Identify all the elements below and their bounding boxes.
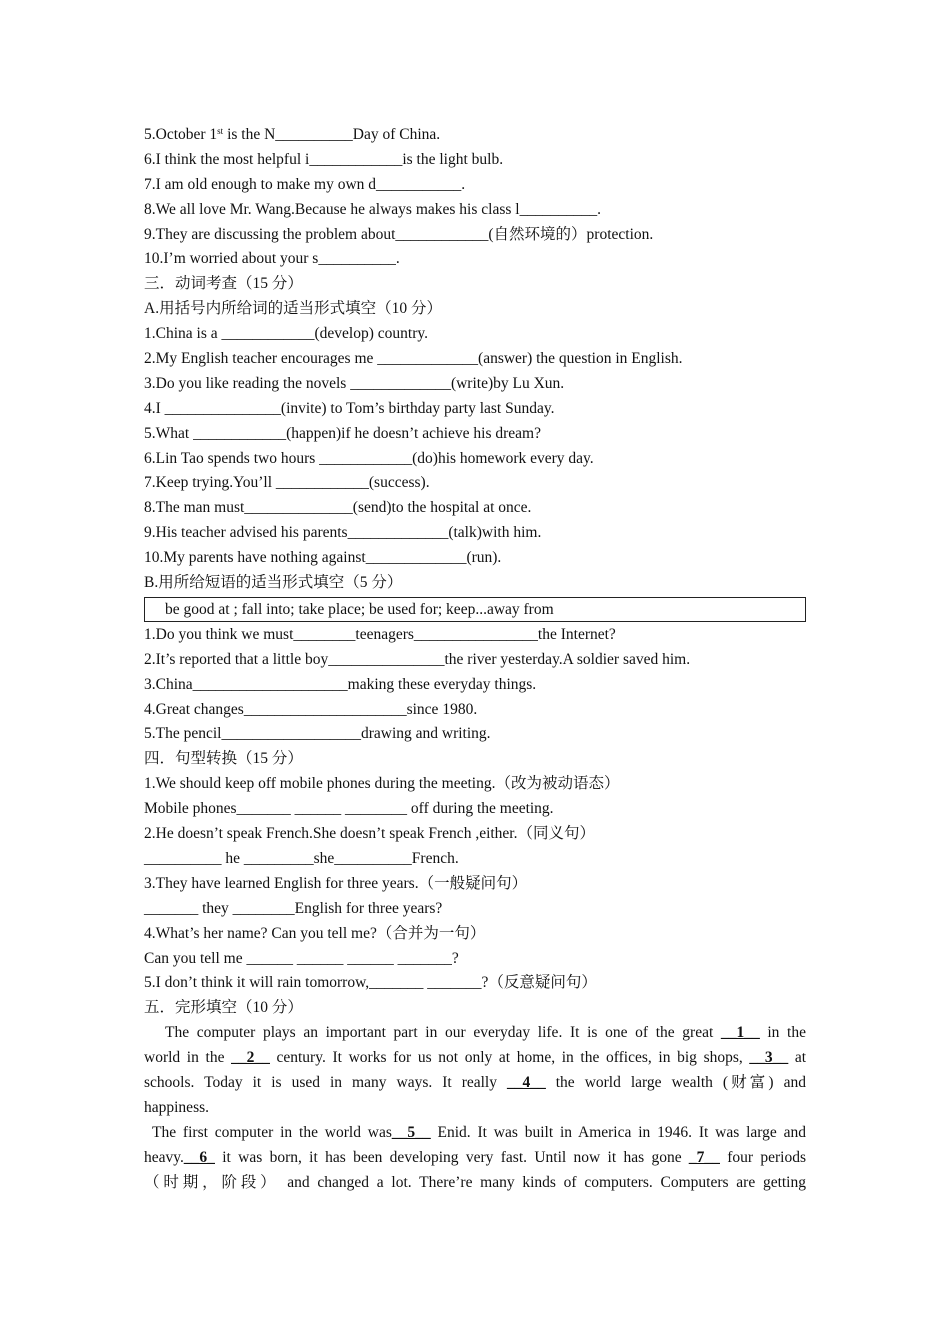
cloze-blank: _7__ <box>688 1148 720 1166</box>
question-line: 4.I _______________(invite) to Tom’s birthday party last Sunday. <box>144 399 555 417</box>
cloze-blank: __6_ <box>183 1148 215 1166</box>
question-line: 9.They are discussing the problem about____________(自然环境的）protection. <box>144 225 654 243</box>
answer-line: Can you tell me ______ ______ ______ _______? <box>144 949 459 967</box>
part-title: B.用所给短语的适当形式填空（5 分） <box>144 574 403 592</box>
cloze-paragraph-2 <box>144 1121 806 1196</box>
question-line: 2.It’s reported that a little boy_______________the river yesterday.A soldier saved him. <box>144 650 691 668</box>
question-line: 5.October 1st is the N__________Day of China. <box>144 126 441 143</box>
paragraph-line: heavy.__6_ it was born, it has been developing very fast. Until now it has gone _7__ four periods <box>144 1148 807 1166</box>
section-title: 四．句型转换（15 分） <box>144 750 303 768</box>
paragraph-line: （时期，阶段） and changed a lot. There’re many kinds of computers. Computers are getting <box>144 1173 806 1191</box>
question-line: 10.I’m worried about your s__________. <box>144 250 400 268</box>
answer-line: Mobile phones_______ ______ ________ off during the meeting. <box>144 800 554 818</box>
question-line: 1.Do you think we must________teenagers________________the Internet? <box>144 625 616 643</box>
question-line: 5.The pencil__________________drawing and writing. <box>144 725 491 743</box>
paragraph-line: The computer plays an important part in our everyday life. It is one of the great __1__ in the <box>165 1024 806 1042</box>
question-line: 3.Do you like reading the novels _____________(write)by Lu Xun. <box>144 374 565 392</box>
question-line: 9.His teacher advised his parents_____________(talk)with him. <box>144 524 542 542</box>
cloze-blank: __2__ <box>231 1049 270 1067</box>
cloze-blank: __5__ <box>391 1123 431 1141</box>
section-title: 五．完形填空（10 分） <box>144 999 303 1017</box>
question-line: 3.China____________________making these everyday things. <box>144 675 537 693</box>
question-line: 1.China is a ____________(develop) country. <box>144 325 428 343</box>
answer-line: _______ they ________English for three years? <box>144 899 443 917</box>
question-line: 3.They have learned English for three years.（一般疑问句） <box>144 874 528 892</box>
answer-line: __________ he _________she__________French. <box>144 849 459 867</box>
paragraph-line: world in the __2__ century. It works for us not only at home, in the offices, in big shops, __3__ at <box>144 1049 807 1067</box>
question-line: 8.We all love Mr. Wang.Because he always makes his class l__________. <box>144 200 601 218</box>
question-line: 6.I think the most helpful i____________is the light bulb. <box>144 150 504 168</box>
cloze-blank: __4__ <box>507 1073 546 1091</box>
section-title: 三．动词考查（15 分） <box>144 275 303 293</box>
part-title: A.用括号内所给词的适当形式填空（10 分） <box>144 300 442 318</box>
exam-page <box>144 123 806 1195</box>
question-line: 2.My English teacher encourages me _____________(answer) the question in English. <box>144 350 683 368</box>
question-line: 5.What ____________(happen)if he doesn’t achieve his dream? <box>144 424 541 442</box>
cloze-blank: __1__ <box>720 1024 760 1042</box>
phrase-box: be good at ; fall into; take place; be used for; keep...away from <box>144 597 806 622</box>
question-line: 8.The man must______________(send)to the hospital at once. <box>144 499 532 517</box>
paragraph-line: schools. Today it is used in many ways. It really __4__ the world large wealth (财富) and <box>144 1073 806 1091</box>
question-line: 6.Lin Tao spends two hours ____________(do)his homework every day. <box>144 449 594 467</box>
cloze-blank: __3__ <box>749 1049 789 1067</box>
question-line: 2.He doesn’t speak French.She doesn’t speak French ,either.（同义句） <box>144 825 595 843</box>
question-line: 4.Great changes_____________________since 1980. <box>144 700 478 718</box>
cloze-paragraph-1 <box>144 1021 806 1121</box>
question-line: 1.We should keep off mobile phones during the meeting.（改为被动语态） <box>144 775 620 793</box>
paragraph-line: happiness. <box>144 1098 210 1116</box>
question-line: 7.Keep trying.You’ll ____________(success). <box>144 474 430 492</box>
paragraph-line: The first computer in the world was__5__ Enid. It was built in America in 1946. It was large and <box>152 1123 806 1141</box>
question-line: 5.I don’t think it will rain tomorrow,_______ _______?（反意疑问句） <box>144 974 597 992</box>
question-line: 4.What’s her name? Can you tell me?（合并为一句） <box>144 924 486 942</box>
question-line: 10.My parents have nothing against_____________(run). <box>144 549 502 567</box>
question-line: 7.I am old enough to make my own d___________. <box>144 175 466 193</box>
